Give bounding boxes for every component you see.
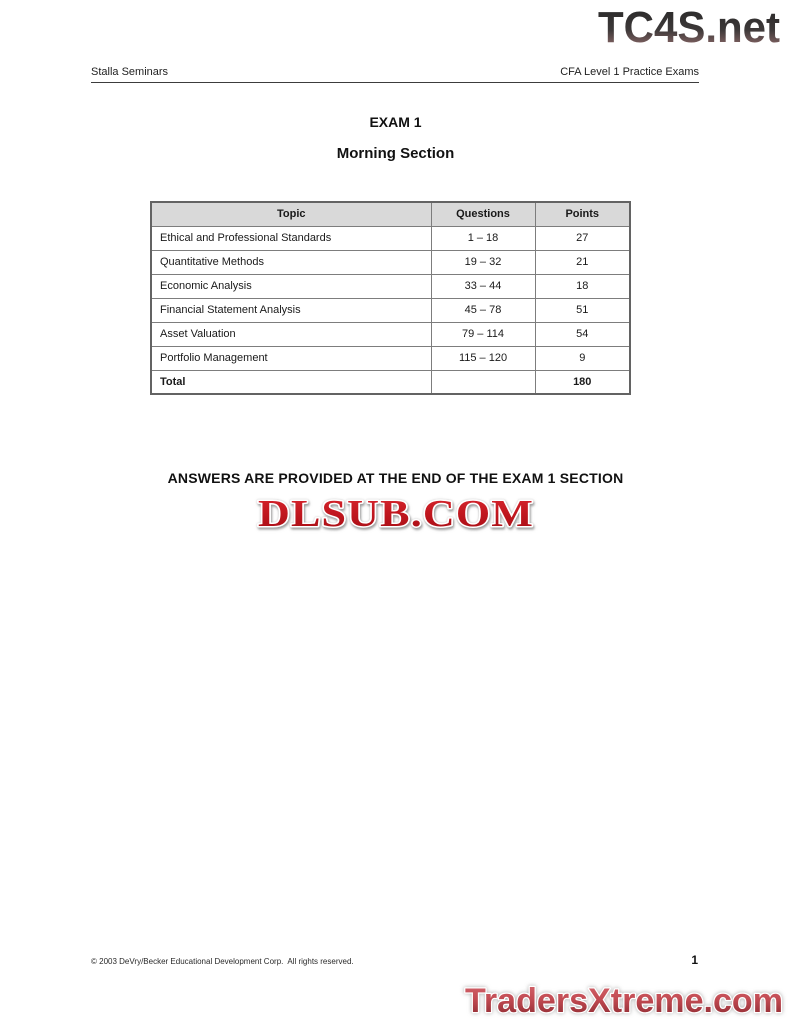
topic-cell: Financial Statement Analysis bbox=[151, 298, 431, 322]
points-cell: 9 bbox=[535, 346, 630, 370]
topic-cell: Asset Valuation bbox=[151, 322, 431, 346]
topic-cell: Ethical and Professional Standards bbox=[151, 226, 431, 250]
questions-cell: 19 – 32 bbox=[431, 250, 535, 274]
points-cell: 18 bbox=[535, 274, 630, 298]
dlsub-stamp bbox=[246, 486, 546, 538]
tc4s-logo-text: TC4S.net bbox=[598, 3, 781, 52]
questions-cell: 45 – 78 bbox=[431, 298, 535, 322]
table-header-row bbox=[151, 202, 630, 226]
questions-cell: 1 – 18 bbox=[431, 226, 535, 250]
column-header-questions: Questions bbox=[431, 202, 535, 226]
table-row bbox=[151, 322, 630, 346]
header-left-text: Stalla Seminars bbox=[91, 66, 169, 78]
questions-cell: 33 – 44 bbox=[431, 274, 535, 298]
dlsub-stamp-text: DLSUB.COM bbox=[257, 493, 534, 535]
points-cell: 21 bbox=[535, 250, 630, 274]
points-cell: 51 bbox=[535, 298, 630, 322]
exam-overview-table bbox=[150, 201, 631, 395]
header-right-text: CFA Level 1 Practice Exams bbox=[560, 66, 699, 78]
total-points-cell: 180 bbox=[535, 370, 630, 394]
table-row bbox=[151, 346, 630, 370]
questions-cell: 79 – 114 bbox=[431, 322, 535, 346]
questions-cell: 115 – 120 bbox=[431, 346, 535, 370]
table-row bbox=[151, 298, 630, 322]
tradersxtreme-logo-text: TradersXtreme.com bbox=[465, 982, 783, 1020]
tradersxtreme-watermark bbox=[459, 977, 789, 1024]
column-header-points: Points bbox=[535, 202, 630, 226]
topic-cell: Portfolio Management bbox=[151, 346, 431, 370]
footer-copyright: © 2003 DeVry/Becker Educational Development Corp. All rights reserved. bbox=[91, 957, 354, 966]
topic-cell: Economic Analysis bbox=[151, 274, 431, 298]
tc4s-watermark bbox=[593, 3, 785, 53]
table-row bbox=[151, 274, 630, 298]
page-number: 1 bbox=[691, 953, 698, 967]
total-questions-cell bbox=[431, 370, 535, 394]
table-total-row bbox=[151, 370, 630, 394]
points-cell: 27 bbox=[535, 226, 630, 250]
total-label-cell: Total bbox=[151, 370, 431, 394]
column-header-topic: Topic bbox=[151, 202, 431, 226]
table-row bbox=[151, 226, 630, 250]
table-row bbox=[151, 250, 630, 274]
page-header bbox=[91, 66, 699, 83]
points-cell: 54 bbox=[535, 322, 630, 346]
section-subtitle: Morning Section bbox=[336, 145, 455, 162]
answers-note: ANSWERS ARE PROVIDED AT THE END OF THE EXAM 1 SECTION bbox=[167, 470, 624, 486]
page-title: EXAM 1 bbox=[369, 114, 422, 130]
topic-cell: Quantitative Methods bbox=[151, 250, 431, 274]
